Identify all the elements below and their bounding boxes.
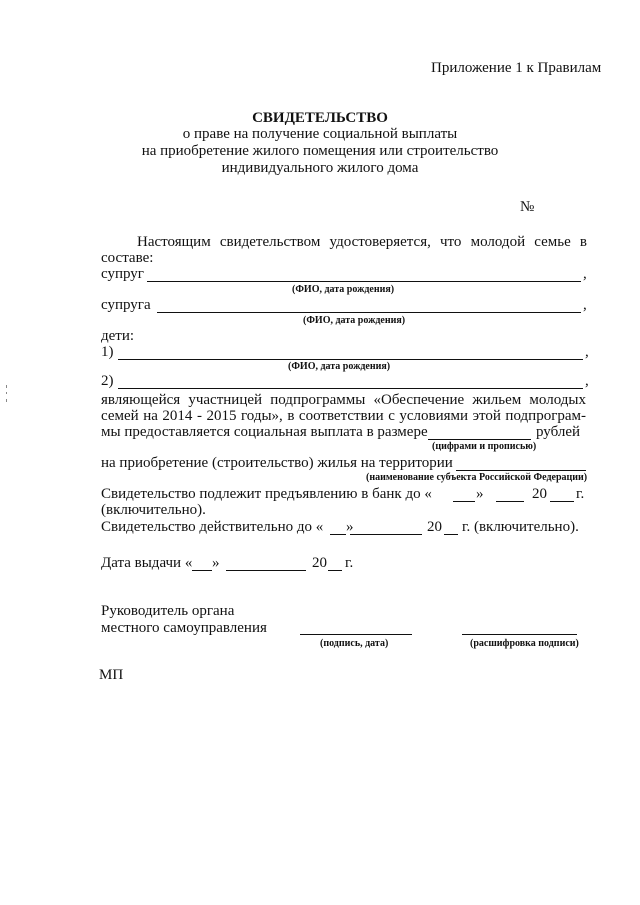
bank-deadline-prefix: Свидетельство подлежит предъявлению в банк до « [101,486,432,502]
number-sign: № [520,199,535,215]
signature-decode-hint: (расшифровка подписи) [470,638,579,649]
child-1-hint: (ФИО, дата рождения) [288,361,391,372]
intro-line-2: составе: [101,250,154,266]
valid-until-prefix: Свидетельство действительно до « [101,519,324,535]
child-1-field-line[interactable] [118,359,583,360]
wife-hint: (ФИО, дата рождения) [303,315,406,326]
bank-year-suffix: г. [576,486,585,502]
scan-artifact [6,399,7,402]
seal-placeholder: МП [99,667,124,683]
signature-decode-field-line[interactable] [462,634,577,635]
territory-field-line[interactable] [456,470,586,471]
document-title: СВИДЕТЕЛЬСТВО [252,110,388,126]
issue-day-field-line[interactable] [192,570,212,571]
child-2-comma: , [585,373,589,389]
body-line-3-suffix: рублей [536,424,581,440]
child-1-comma: , [585,344,589,360]
amount-hint: (цифрами и прописью) [432,441,537,452]
title-line-3: индивидуального жилого дома [221,160,419,176]
appendix-note: Приложение 1 к Правилам [431,60,602,76]
wife-comma: , [583,297,587,313]
territory-hint: (наименование субъекта Российской Федерации) [366,472,588,483]
bank-inclusive: (включительно). [101,502,206,518]
issue-quote-close: » [212,555,220,571]
child-2-label: 2) [101,373,114,389]
valid-year-field-line[interactable] [444,534,458,535]
body-line-1: являющейся участницей подпрограммы «Обеспечение жильем молодых [101,392,586,408]
wife-label: супруга [101,297,151,313]
valid-month-field-line[interactable] [350,534,422,535]
issue-year-suffix: г. [345,555,354,571]
husband-label: супруг [101,266,144,282]
amount-field-line[interactable] [428,439,531,440]
signatory-title-line-2: местного самоуправления [101,620,267,636]
signatory-title-line-1: Руководитель органа [101,603,235,619]
signature-hint: (подпись, дата) [320,638,389,649]
bank-quote-close: » [476,486,484,502]
body-line-2: семей на 2014 - 2015 годы», в соответствии с условиями этой подпрограм- [101,408,586,424]
husband-hint: (ФИО, дата рождения) [292,284,395,295]
intro-line-1: Настоящим свидетельством удостоверяется, что молодой семье в [137,234,587,250]
bank-year-field-line[interactable] [550,501,574,502]
issue-year-prefix: 20 [312,555,327,571]
wife-field-line[interactable] [157,312,581,313]
body-line-4: на приобретение (строительство) жилья на территории [101,455,453,471]
valid-day-field-line[interactable] [330,534,346,535]
signature-field-line[interactable] [300,634,412,635]
child-1-label: 1) [101,344,114,360]
valid-year-prefix: 20 [427,519,442,535]
title-line-2: на приобретение жилого помещения или строительство [141,143,499,159]
valid-until-suffix: г. (включительно). [462,519,579,535]
husband-field-line[interactable] [147,281,581,282]
bank-month-field-line[interactable] [496,501,524,502]
scan-artifact [6,385,7,388]
body-line-3-prefix: мы предоставляется социальная выплата в размере [101,424,428,440]
title-line-1: о праве на получение социальной выплаты [182,126,458,142]
valid-quote-close: » [346,519,354,535]
child-2-field-line[interactable] [118,388,583,389]
issue-year-field-line[interactable] [328,570,342,571]
scan-artifact [6,392,7,394]
bank-day-field-line[interactable] [453,501,475,502]
children-label: дети: [101,328,135,344]
issue-month-field-line[interactable] [226,570,306,571]
husband-comma: , [583,266,587,282]
bank-year-prefix: 20 [532,486,547,502]
issue-date-prefix: Дата выдачи « [101,555,193,571]
